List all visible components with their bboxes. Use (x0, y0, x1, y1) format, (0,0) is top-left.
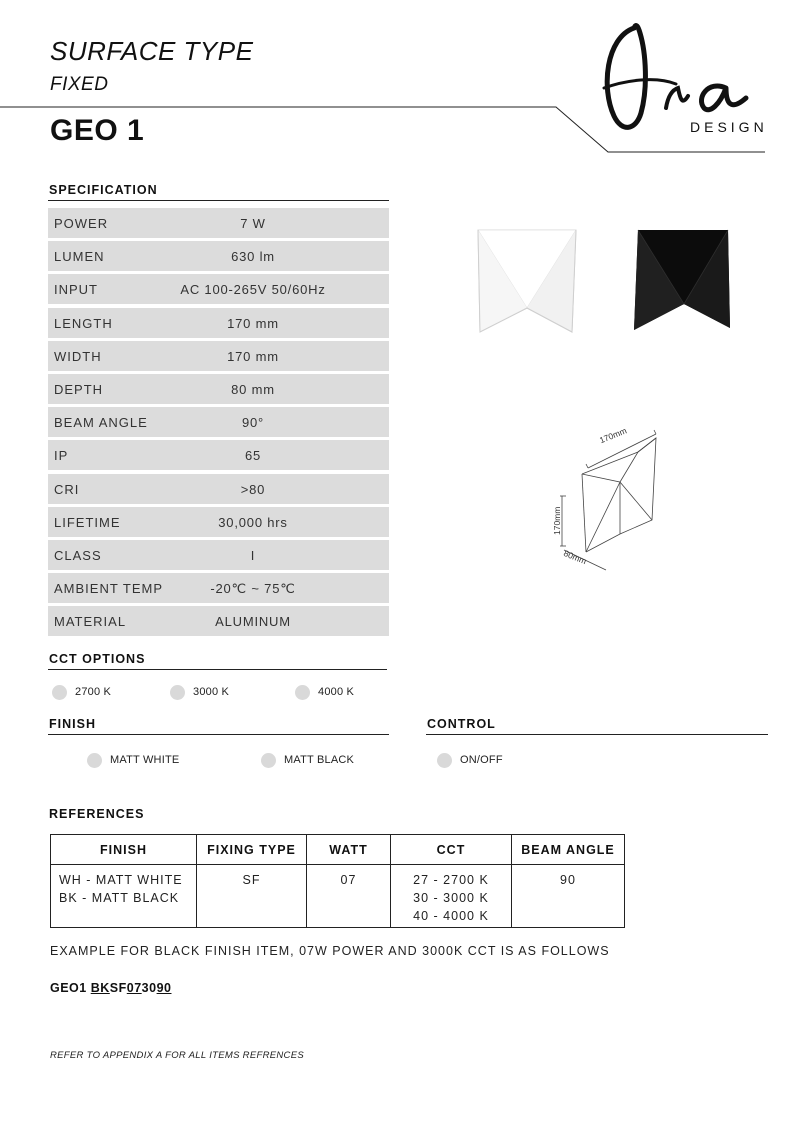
brand-subtext: DESIGN (690, 119, 768, 135)
example-text: EXAMPLE FOR BLACK FINISH ITEM, 07W POWER AND 3000K CCT IS AS FOLLOWS (50, 944, 610, 958)
column-header-watt: WATT (307, 835, 391, 865)
page-category: SURFACE TYPE (50, 36, 254, 66)
appendix-note: REFER TO APPENDIX A FOR ALL ITEMS REFRENCES (50, 1050, 304, 1061)
spec-label: CRI (54, 481, 80, 497)
spec-row-ambient-temp (48, 573, 389, 603)
radio-icon[interactable] (437, 753, 452, 768)
spec-value: 7 W (240, 216, 266, 231)
code-cct: 30 (141, 981, 157, 995)
product-name: GEO 1 (50, 114, 145, 147)
code-prefix: GEO1 (50, 981, 91, 995)
spec-label: LIFETIME (54, 514, 121, 530)
code-watt: 07 (126, 981, 142, 995)
spec-label: MATERIAL (54, 614, 127, 630)
control-option-on-off[interactable] (437, 750, 503, 770)
cct-option-label: 4000 K (318, 686, 355, 698)
cell-fixing-type: SF (197, 865, 307, 928)
spec-label: LUMEN (54, 249, 105, 265)
table-row (51, 865, 625, 928)
spec-label: INPUT (54, 282, 98, 298)
specification-rule (48, 200, 389, 201)
spec-value: 65 (244, 448, 262, 464)
spec-row-lifetime (48, 507, 389, 537)
spec-row-width (48, 341, 389, 371)
finish-heading: FINISH (49, 717, 96, 731)
spec-label: LENGTH (54, 315, 113, 331)
finish-option-label: MATT WHITE (110, 754, 180, 766)
spec-label: IP (54, 448, 69, 464)
spec-label: CLASS (54, 548, 102, 563)
dimension-length-label: 170mm (598, 425, 629, 446)
spec-row-beam-angle (48, 407, 389, 437)
page-subcategory: FIXED (50, 74, 109, 95)
cell-watt: 07 (307, 865, 391, 928)
spec-value: 30,000 hrs (218, 514, 288, 530)
spec-value: I (250, 548, 256, 563)
spec-value: 170 mm (227, 315, 279, 331)
cct-code-2700: 27 - 2700 K (413, 873, 489, 887)
finish-code-black: BK - MATT BLACK (59, 891, 180, 905)
cct-code-4000: 40 - 4000 K (413, 909, 489, 923)
example-code (50, 981, 171, 995)
spec-row-cri (48, 474, 389, 504)
cct-option-3000[interactable] (170, 682, 229, 702)
radio-icon[interactable] (87, 753, 102, 768)
radio-icon[interactable] (52, 685, 67, 700)
cct-option-2700[interactable] (52, 682, 111, 702)
spec-row-input (48, 274, 389, 304)
spec-value: 630 lm (231, 249, 275, 265)
product-image-white (472, 228, 582, 336)
spec-value: -20℃ ~ 75℃ (210, 581, 296, 597)
column-header-beam-angle: BEAM ANGLE (512, 835, 625, 865)
finish-option-label: MATT BLACK (284, 754, 355, 766)
code-fixing: SF (109, 981, 127, 995)
cct-option-label: 3000 K (193, 686, 230, 698)
finish-rule (48, 734, 389, 735)
spec-label: AMBIENT TEMP (54, 581, 164, 597)
spec-value: ALUMINUM (215, 614, 291, 630)
control-heading: CONTROL (427, 717, 496, 731)
spec-row-lumen (48, 241, 389, 271)
cct-option-4000[interactable] (295, 682, 354, 702)
references-heading: REFERENCES (49, 807, 145, 821)
spec-row-ip (48, 440, 389, 470)
code-finish: BK (90, 981, 110, 995)
cct-option-label: 2700 K (75, 686, 112, 698)
spec-value: 80 mm (231, 382, 275, 397)
column-header-cct: CCT (391, 835, 512, 865)
code-beam: 90 (156, 981, 172, 995)
cct-rule (48, 669, 387, 670)
control-option-label: ON/OFF (460, 754, 503, 766)
spec-label: POWER (54, 216, 109, 231)
column-header-finish: FINISH (51, 835, 197, 865)
spec-row-length (48, 308, 389, 338)
spec-value: >80 (240, 481, 266, 497)
radio-icon[interactable] (170, 685, 185, 700)
spec-label: BEAM ANGLE (54, 415, 148, 431)
column-header-fixing-type: FIXING TYPE (197, 835, 307, 865)
spec-row-power (48, 208, 389, 238)
spec-value: 90° (241, 415, 265, 431)
spec-value: 170 mm (227, 348, 279, 364)
dimension-height-label: 170mm (552, 506, 562, 535)
cell-finish (51, 865, 197, 928)
cell-cct (391, 865, 512, 928)
spec-label: DEPTH (54, 382, 104, 397)
spec-label: WIDTH (54, 348, 102, 364)
finish-option-matt-black[interactable] (261, 750, 354, 770)
specification-heading: SPECIFICATION (49, 183, 158, 197)
spec-value: AC 100-265V 50/60Hz (180, 282, 326, 298)
control-rule (426, 734, 768, 735)
product-image-black (632, 228, 732, 332)
cct-heading: CCT OPTIONS (49, 652, 146, 666)
spec-row-class (48, 540, 389, 570)
spec-row-depth (48, 374, 389, 404)
references-header-row (51, 835, 625, 865)
cct-code-3000: 30 - 3000 K (413, 891, 489, 905)
radio-icon[interactable] (295, 685, 310, 700)
radio-icon[interactable] (261, 753, 276, 768)
finish-option-matt-white[interactable] (87, 750, 179, 770)
references-table (50, 834, 625, 928)
dimension-depth-label: 80mm (562, 548, 588, 567)
cell-beam-angle: 90 (512, 865, 625, 928)
finish-code-white: WH - MATT WHITE (59, 873, 183, 887)
spec-row-material (48, 606, 389, 636)
